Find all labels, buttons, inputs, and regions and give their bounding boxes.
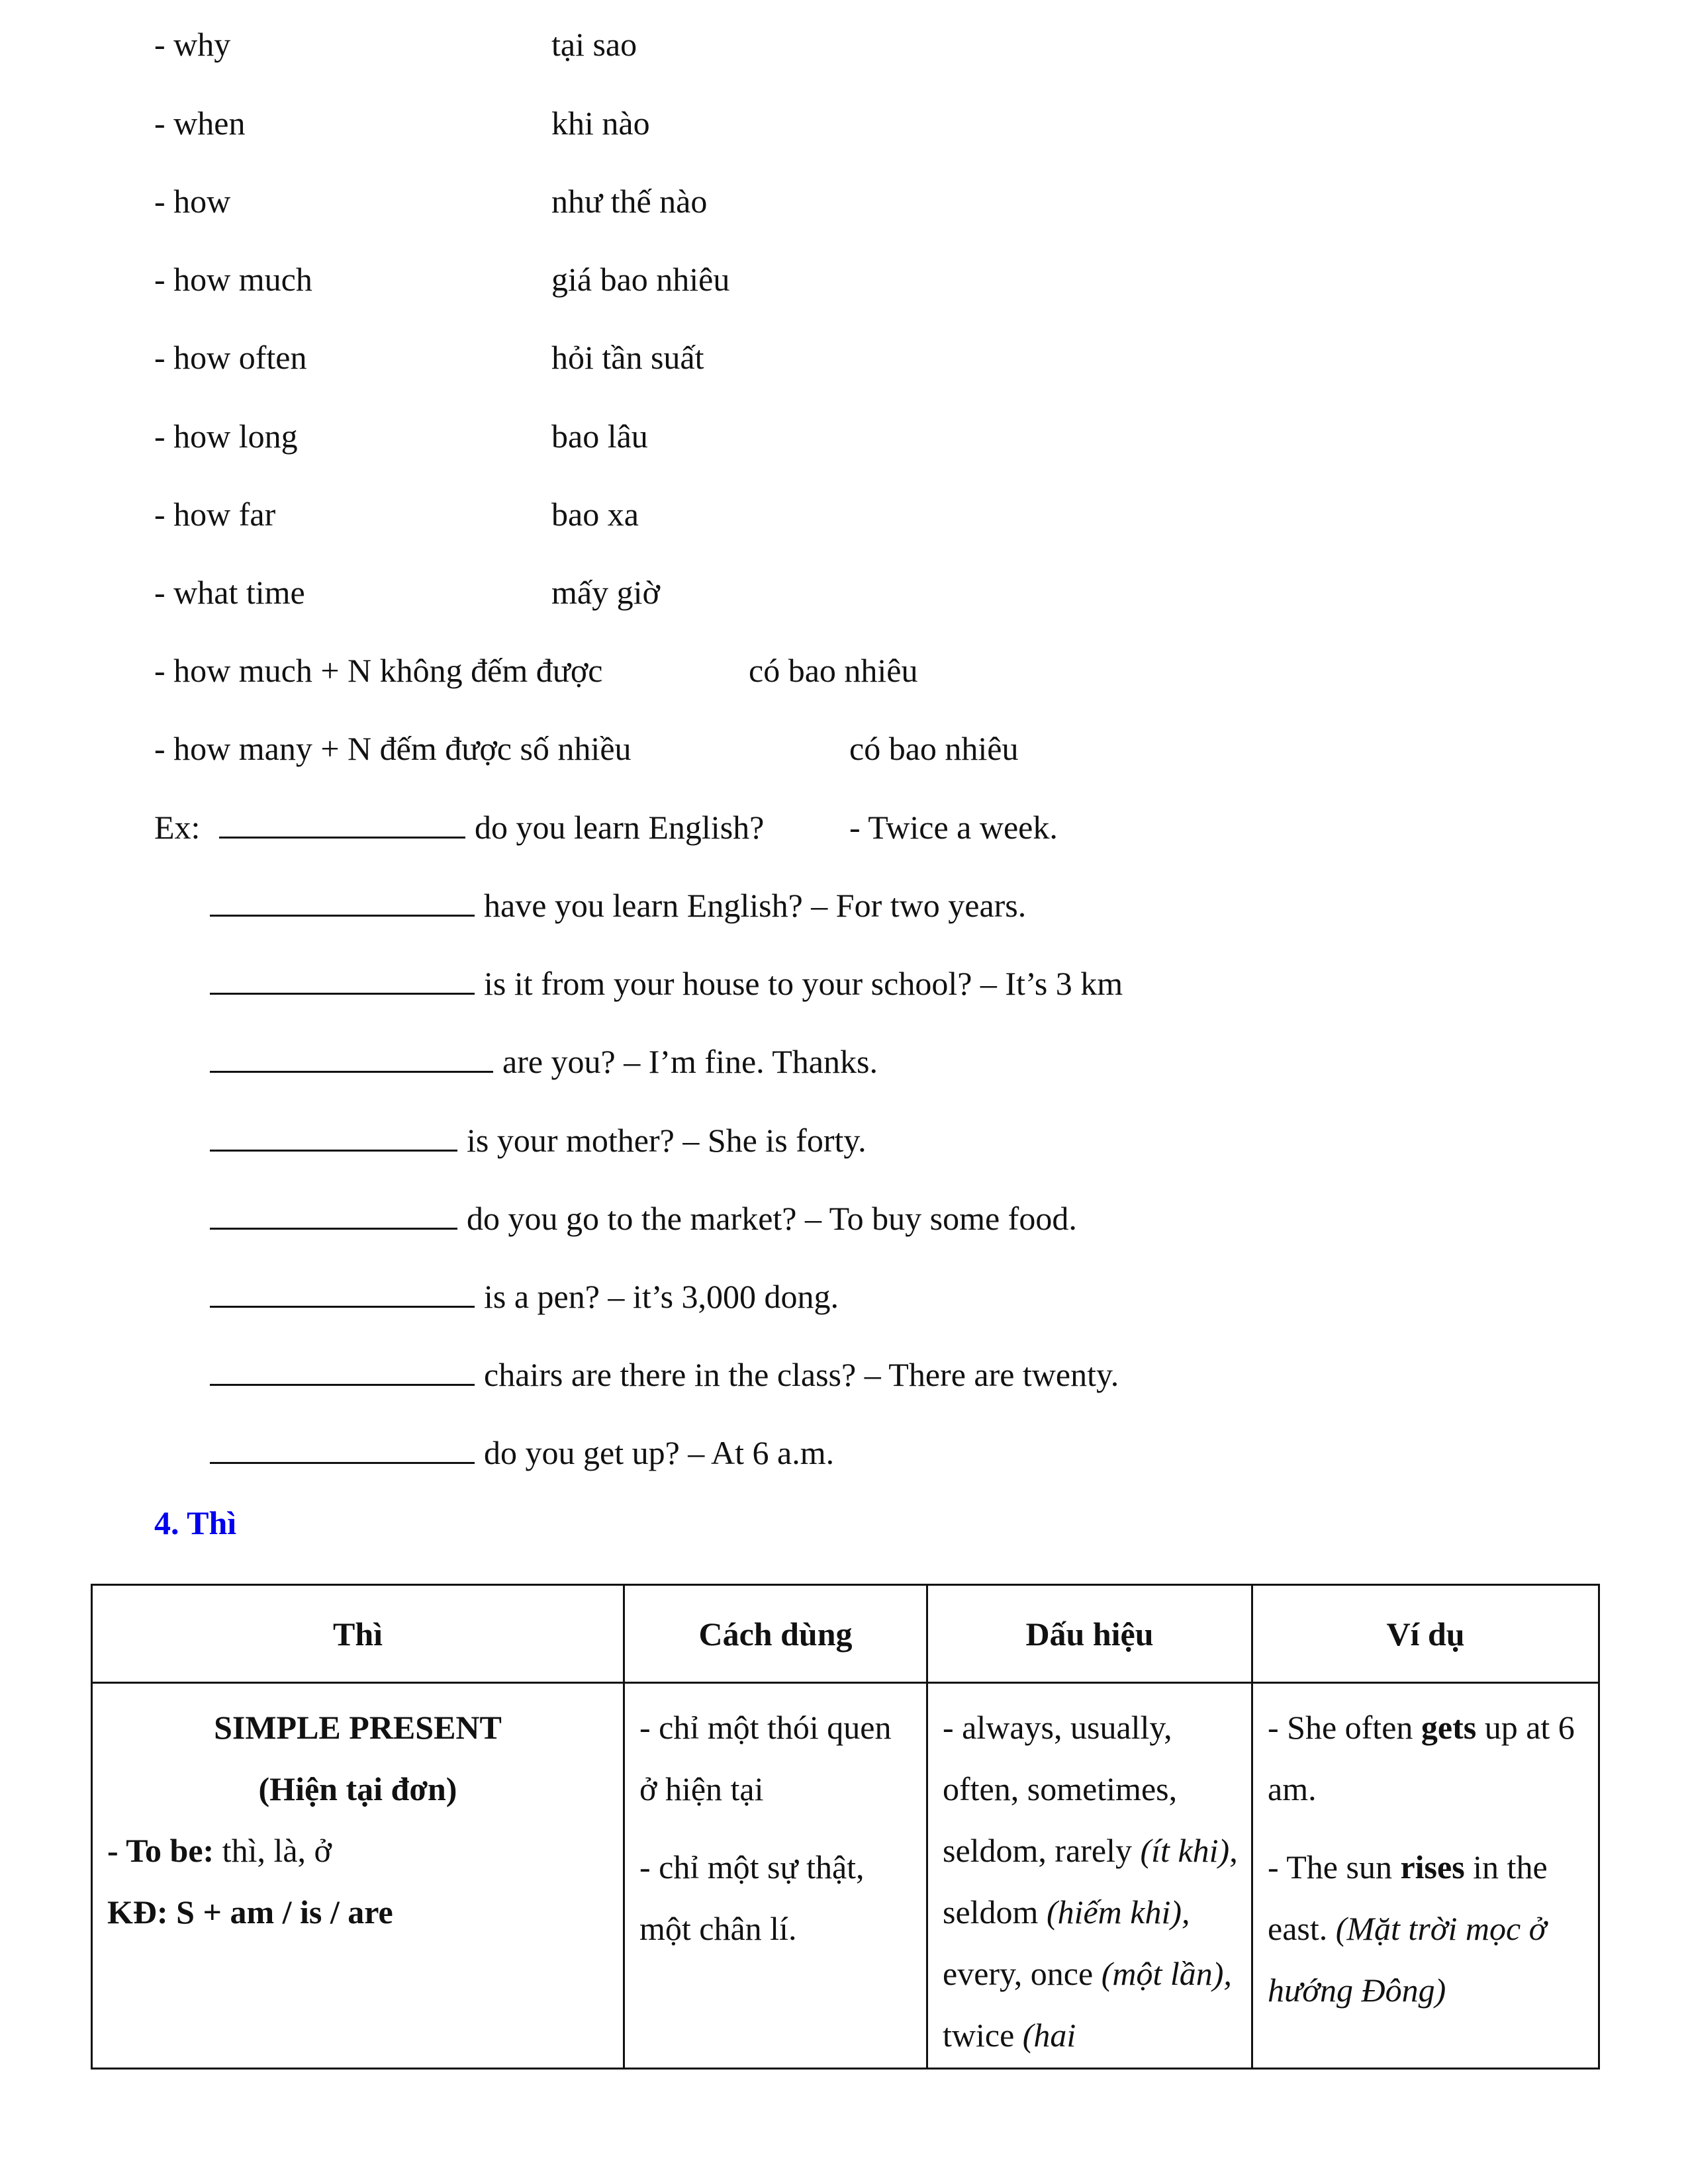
to-be-text: thì, là, ở — [222, 1832, 332, 1869]
signs-text: twice — [943, 2017, 1015, 2054]
tenses-table — [91, 1584, 1600, 2070]
vocab-vi: có bao nhiêu — [849, 730, 1019, 767]
to-be-line — [107, 1820, 608, 1882]
usage-2: - chỉ một sự thật, một chân lí. — [639, 1848, 865, 1947]
kd-formula: S + am / is / are — [176, 1893, 393, 1931]
tense-name-vi: (Hiện tại đơn) — [258, 1770, 457, 1807]
exercise-line — [210, 1355, 1119, 1394]
exercise-question: do you get up? – At 6 a.m. — [484, 1434, 835, 1471]
signs-cell — [927, 1683, 1252, 2069]
exercise-line — [210, 964, 1123, 1003]
header-usage: Cách dùng — [624, 1585, 927, 1683]
exercise-question: have you learn English? – For two years. — [484, 887, 1027, 924]
exercise-line — [210, 1433, 834, 1472]
usage-1: - chỉ một thói quen ở hiện tại — [639, 1709, 892, 1807]
vocab-en: - why — [154, 26, 231, 63]
answer-blank[interactable] — [210, 1360, 475, 1386]
signs-text: every, once — [943, 1955, 1094, 1992]
exercise-question: do you go to the market? – To buy some food. — [467, 1200, 1077, 1237]
answer-blank[interactable] — [210, 1126, 457, 1152]
vocab-vi: tại sao — [551, 26, 637, 63]
exercise-line — [210, 886, 1026, 925]
exercise-question: are you? – I’m fine. Thanks. — [502, 1043, 878, 1080]
example-1 — [1268, 1697, 1586, 1820]
example-text: - She often — [1268, 1709, 1413, 1746]
exercise-line — [210, 1121, 867, 1160]
vocab-en: - what time — [154, 574, 305, 611]
vocab-vi: có bao nhiêu — [749, 652, 918, 689]
exercise-line — [210, 1277, 839, 1316]
vocab-en: - how much — [154, 261, 312, 298]
signs-text: , seldom — [943, 1832, 1238, 1931]
tense-name: SIMPLE PRESENT — [214, 1709, 502, 1746]
example-text: up at 6 am. — [1268, 1709, 1575, 1807]
exercise-question: chairs are there in the class? – There are twenty. — [484, 1356, 1119, 1393]
table-header-row — [92, 1585, 1599, 1683]
exercise-question: is a pen? – it’s 3,000 dong. — [484, 1278, 839, 1315]
signs-gloss: (một lần), — [1101, 1955, 1232, 1992]
example-text: in the east. — [1268, 1848, 1548, 1947]
answer-blank[interactable] — [210, 891, 475, 917]
example-cell — [1252, 1683, 1599, 2069]
vocab-vi: giá bao nhiêu — [551, 261, 730, 298]
vocab-vi: bao lâu — [551, 418, 648, 455]
vocab-en: - how often — [154, 339, 307, 376]
usage-cell — [624, 1683, 927, 2069]
vocab-vi: như thế nào — [551, 183, 708, 220]
vocab-vi: hỏi tần suất — [551, 339, 704, 376]
affirmative-line — [107, 1882, 608, 1943]
answer-blank[interactable] — [219, 813, 465, 839]
exercise-line — [210, 1199, 1077, 1238]
vocab-vi: bao xa — [551, 496, 639, 533]
vocab-en: - when — [154, 105, 246, 142]
answer-blank[interactable] — [210, 1282, 475, 1308]
exercise-label: Ex: — [154, 809, 201, 846]
answer-blank[interactable] — [210, 1047, 493, 1073]
signs-text: - always, usually, often, sometimes, seldom, rarely — [943, 1709, 1178, 1869]
example-2 — [1268, 1837, 1586, 2021]
vocab-en: - how far — [154, 496, 276, 533]
exercise-question: is it from your house to your school? – It’s 3 km — [484, 965, 1123, 1002]
section-heading: 4. Thì — [154, 1504, 237, 1541]
vocab-en: - how many + N đếm được số nhiều — [154, 730, 632, 767]
answer-blank[interactable] — [210, 1204, 457, 1230]
signs-gloss: (hiếm khi), — [1046, 1893, 1190, 1931]
table-row — [92, 1683, 1599, 2069]
header-tense: Thì — [92, 1585, 624, 1683]
vocab-vi: khi nào — [551, 105, 650, 142]
example-verb: rises — [1400, 1848, 1465, 1886]
kd-label: KĐ: — [107, 1893, 168, 1931]
exercise-question: do you learn English? — [474, 809, 765, 846]
vocab-vi: mấy giờ — [551, 574, 660, 611]
example-text: - The sun — [1268, 1848, 1392, 1886]
example-translation: (Mặt trời mọc ở hướng Đông) — [1268, 1910, 1547, 2009]
answer-blank[interactable] — [210, 1438, 475, 1464]
exercise-line — [210, 1042, 878, 1081]
vocab-en: - how — [154, 183, 231, 220]
vocab-en: - how much + N không đếm được — [154, 652, 603, 689]
header-signs: Dấu hiệu — [927, 1585, 1252, 1683]
exercise-line — [154, 808, 1058, 846]
signs-gloss: (hai — [1022, 2017, 1076, 2054]
tense-cell — [92, 1683, 624, 2069]
vocab-en: - how long — [154, 418, 298, 455]
example-verb: gets — [1421, 1709, 1477, 1746]
answer-blank[interactable] — [210, 969, 475, 995]
header-example: Ví dụ — [1252, 1585, 1599, 1683]
exercise-question: is your mother? – She is forty. — [467, 1122, 867, 1159]
exercise-answer: - Twice a week. — [849, 809, 1058, 846]
to-be-label: - To be: — [107, 1832, 214, 1869]
signs-gloss: (ít khi) — [1140, 1832, 1230, 1869]
